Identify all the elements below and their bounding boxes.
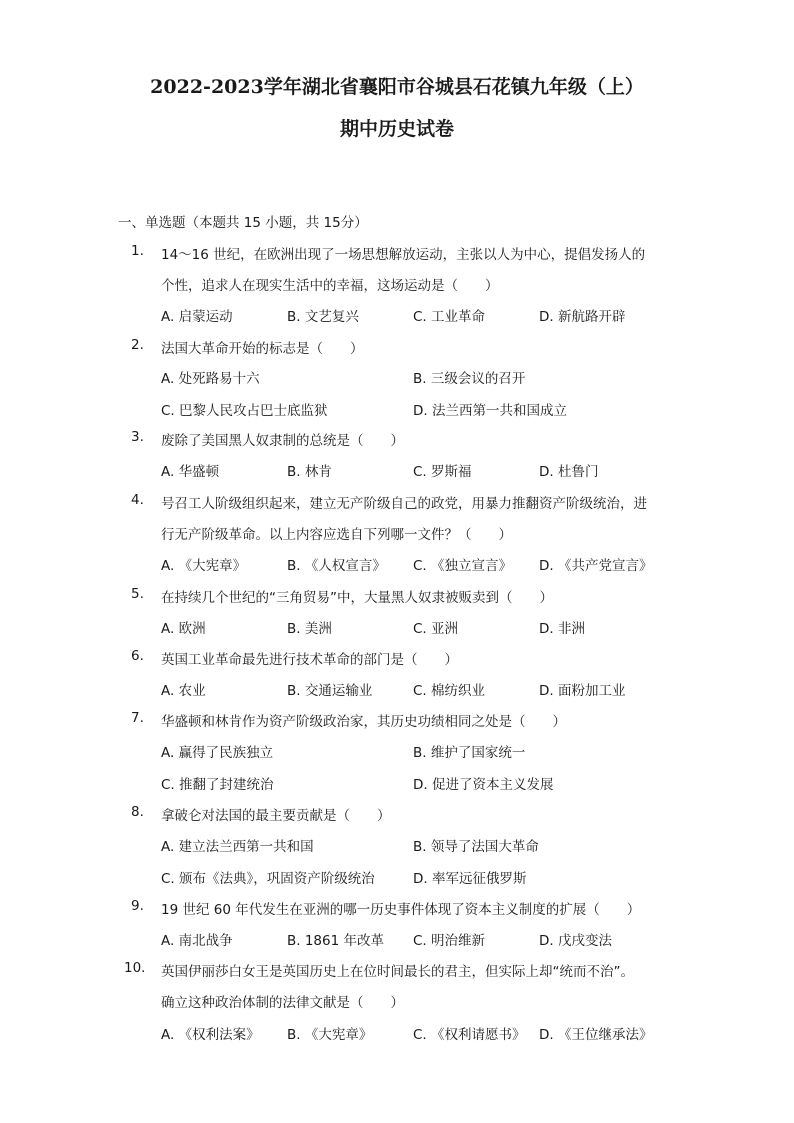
question-number: 3. — [131, 429, 144, 445]
question-number: 5. — [131, 586, 144, 602]
answer-option: C. 《权利请愿书》 — [413, 1027, 526, 1043]
answer-option: A. 处死路易十六 — [161, 371, 260, 387]
exam-title-line2: 期中历史试卷 — [339, 118, 454, 140]
answer-option: A. 赢得了民族独立 — [161, 745, 274, 761]
question-text: 废除了美国黑人奴隶制的总统是（ ） — [161, 433, 404, 449]
question-text: 个性，追求人在现实生活中的幸福，这场运动是（ ） — [161, 278, 499, 294]
question-number: 8. — [131, 804, 144, 820]
answer-option: A. 华盛顿 — [161, 464, 220, 480]
answer-option: A. 建立法兰西第一共和国 — [161, 839, 314, 855]
answer-option: B. 文艺复兴 — [287, 309, 359, 325]
section-heading: 一、单选题（本题共 15 小题，共 15分） — [118, 215, 368, 231]
question-text: 拿破仑对法国的最主要贡献是（ ） — [161, 808, 391, 824]
question-text: 法国大革命开始的标志是（ ） — [161, 341, 364, 357]
answer-option: A. 《大宪章》 — [161, 558, 247, 574]
question-number: 6. — [131, 648, 144, 664]
question-number: 1. — [131, 243, 144, 259]
answer-option: D. 面粉加工业 — [539, 683, 626, 699]
answer-option: D. 《共产党宣言》 — [539, 558, 653, 574]
answer-option: B. 《人权宣言》 — [287, 558, 386, 574]
answer-option: C. 棉纺织业 — [413, 683, 486, 699]
question-text: 19 世纪 60 年代发生在亚洲的哪一历史事件体现了资本主义制度的扩展（ ） — [161, 902, 641, 918]
answer-option: C. 明治维新 — [413, 933, 486, 949]
answer-option: D. 《王位继承法》 — [539, 1027, 653, 1043]
question-number: 7. — [131, 710, 144, 726]
answer-option: A. 欧洲 — [161, 621, 206, 637]
answer-option: C. 推翻了封建统治 — [161, 777, 274, 793]
answer-option: C. 颁布《法典》，巩固资产阶级统治 — [161, 871, 375, 887]
answer-option: B. 《大宪章》 — [287, 1027, 373, 1043]
question-text: 确立这种政治体制的法律文献是（ ） — [161, 995, 404, 1011]
question-text: 在持续几个世纪的“三角贸易”中，大量黑人奴隶被贩卖到（ ） — [161, 590, 553, 606]
answer-option: D. 非洲 — [539, 621, 585, 637]
answer-option: A. 启蒙运动 — [161, 309, 233, 325]
answer-option: D. 促进了资本主义发展 — [413, 777, 554, 793]
answer-option: C. 工业革命 — [413, 309, 486, 325]
answer-option: D. 戊戌变法 — [539, 933, 612, 949]
answer-option: C. 巴黎人民攻占巴士底监狱 — [161, 403, 328, 419]
answer-option: D. 法兰西第一共和国成立 — [413, 403, 567, 419]
question-number: 10. — [124, 960, 146, 976]
answer-option: B. 三级会议的召开 — [413, 371, 526, 387]
answer-option: B. 交通运输业 — [287, 683, 373, 699]
answer-option: C. 《独立宣言》 — [413, 558, 513, 574]
answer-option: D. 新航路开辟 — [539, 309, 626, 325]
question-number: 4. — [131, 492, 144, 508]
question-number: 9. — [131, 898, 144, 914]
answer-option: A. 农业 — [161, 683, 206, 699]
answer-option: C. 亚洲 — [413, 621, 459, 637]
answer-option: B. 美洲 — [287, 621, 332, 637]
exam-title-line1: 2022-2023学年湖北省襄阳市谷城县石花镇九年级（上） — [150, 76, 644, 98]
answer-option: B. 1861 年改革 — [287, 933, 384, 949]
question-text: 号召工人阶级组织起来，建立无产阶级自己的政党，用暴力推翻资产阶级统治，进 — [161, 496, 647, 512]
answer-option: A. 南北战争 — [161, 933, 233, 949]
question-text: 华盛顿和林肯作为资产阶级政治家，其历史功绩相同之处是（ ） — [161, 714, 566, 730]
question-text: 行无产阶级革命。以上内容应选自下列哪一文件？（ ） — [161, 527, 512, 543]
answer-option: A. 《权利法案》 — [161, 1027, 260, 1043]
question-text: 英国伊丽莎白女王是英国历史上在位时间最长的君主，但实际上却“统而不治”。 — [161, 964, 634, 980]
answer-option: D. 率军远征俄罗斯 — [413, 871, 527, 887]
answer-option: B. 林肯 — [287, 464, 332, 480]
question-text: 英国工业革命最先进行技术革命的部门是（ ） — [161, 652, 458, 668]
answer-option: D. 杜鲁门 — [539, 464, 599, 480]
answer-option: B. 维护了国家统一 — [413, 745, 526, 761]
question-text: 14～16 世纪，在欧洲出现了一场思想解放运动，主张以人为中心，提倡发扬人的 — [161, 247, 646, 263]
answer-option: C. 罗斯福 — [413, 464, 472, 480]
answer-option: B. 领导了法国大革命 — [413, 839, 539, 855]
question-number: 2. — [131, 337, 144, 353]
